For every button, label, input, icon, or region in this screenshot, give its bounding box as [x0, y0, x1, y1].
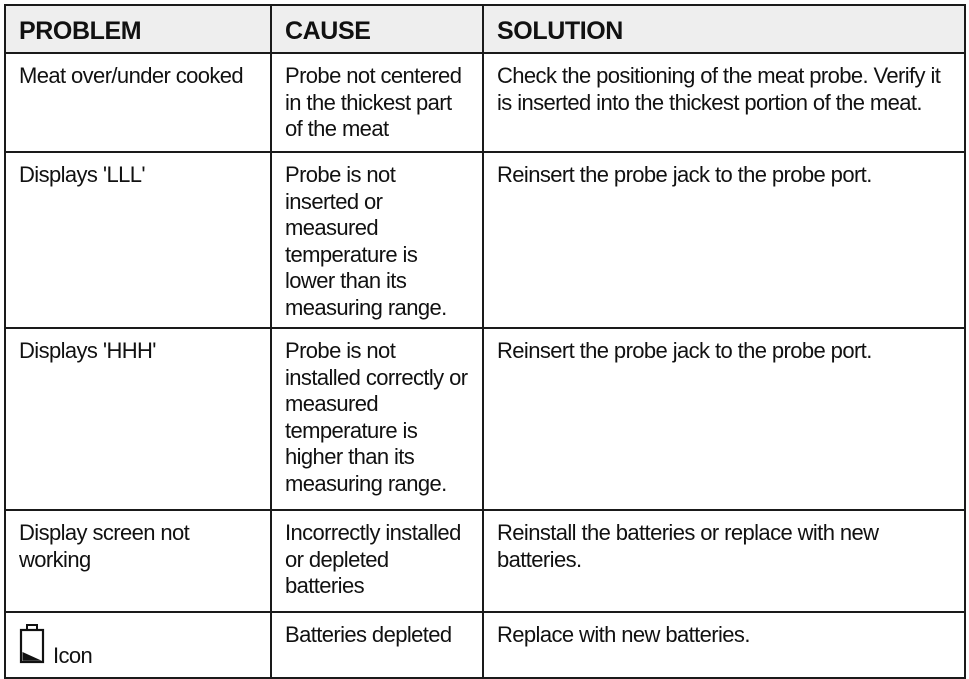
cause-cell: Batteries depleted	[271, 612, 483, 678]
problem-cell	[5, 612, 271, 678]
solution-cell: Reinsert the probe jack to the probe port.	[483, 152, 965, 328]
solution-cell: Reinsert the probe jack to the probe port.	[483, 328, 965, 510]
icon-label: Icon	[53, 643, 93, 668]
problem-cell: Meat over/under cooked	[5, 53, 271, 152]
solution-cell: Check the positioning of the meat probe. Verify it is inserted into the thickest portion of the meat.	[483, 53, 965, 152]
troubleshooting-table	[4, 4, 966, 679]
cause-cell: Probe is not installed correctly or measured temperature is higher than its measuring range.	[271, 328, 483, 510]
problem-cell: Display screen not working	[5, 510, 271, 612]
low-battery-icon	[19, 624, 45, 664]
solution-cell: Reinstall the batteries or replace with new batteries.	[483, 510, 965, 612]
table-row	[5, 328, 965, 510]
table-row	[5, 510, 965, 612]
table-row	[5, 152, 965, 328]
header-solution: SOLUTION	[483, 5, 965, 53]
table-row	[5, 612, 965, 678]
header-row	[5, 5, 965, 53]
solution-cell: Replace with new batteries.	[483, 612, 965, 678]
cause-cell: Incorrectly installed or depleted batteries	[271, 510, 483, 612]
cause-cell: Probe is not inserted or measured temperature is lower than its measuring range.	[271, 152, 483, 328]
table-row	[5, 53, 965, 152]
header-cause: CAUSE	[271, 5, 483, 53]
problem-cell: Displays 'LLL'	[5, 152, 271, 328]
low-battery-indicator	[19, 622, 93, 668]
header-problem: PROBLEM	[5, 5, 271, 53]
cause-cell: Probe not centered in the thickest part of the meat	[271, 53, 483, 152]
problem-cell: Displays 'HHH'	[5, 328, 271, 510]
